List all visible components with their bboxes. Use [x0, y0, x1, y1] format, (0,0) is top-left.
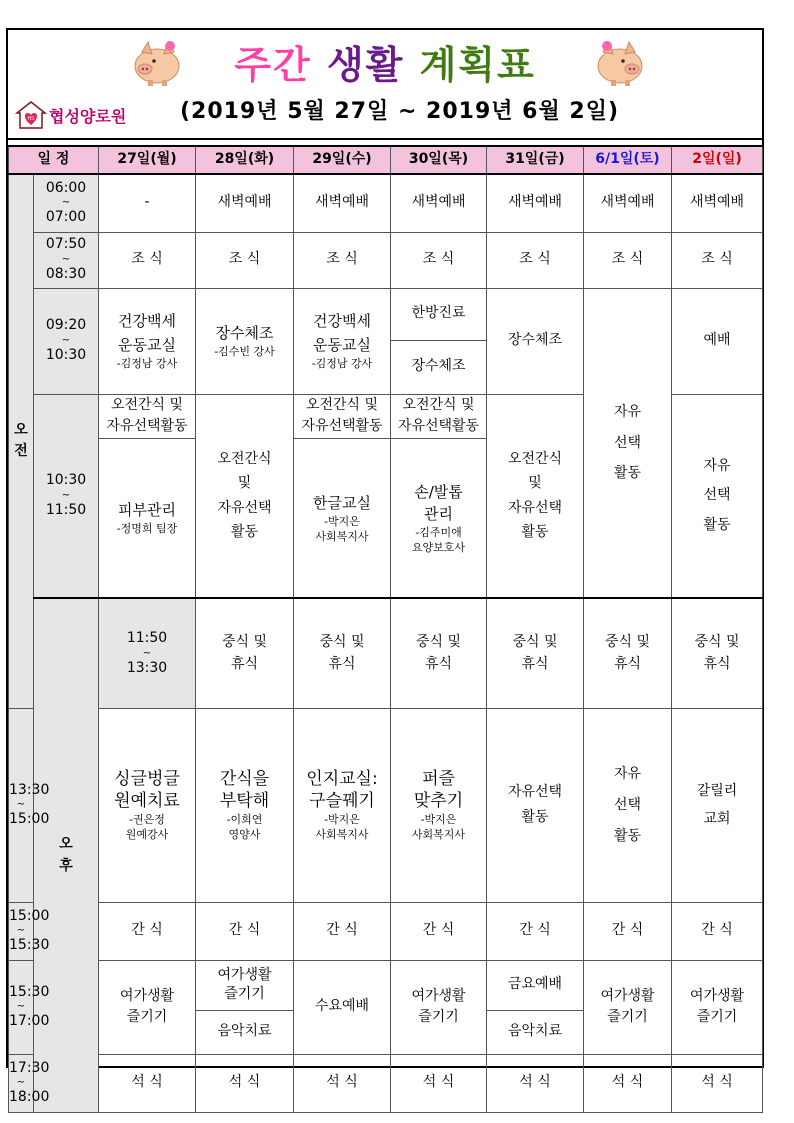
- day-header-fri: 31일(금): [487, 146, 584, 174]
- schedule-period: (2019년 5월 27일 ~ 2019년 6월 2일): [180, 99, 620, 124]
- activity-cell: 석 식: [487, 1054, 584, 1112]
- activity-cell: 중식 및 휴식: [584, 598, 672, 708]
- activity-cell: 손/발톱 관리 -김주미애 요양보호사: [391, 438, 487, 598]
- activity-cell: 간 식: [196, 902, 294, 960]
- activity-cell: 여가생활 즐기기: [672, 960, 763, 1054]
- activity-cell: 퍼즐 맞추기 -박지은 사회복지사: [391, 708, 487, 902]
- title-part-weekly: 주간: [234, 43, 312, 87]
- schedule-row-dinner: [9, 1054, 763, 1112]
- activity-cell: -: [99, 174, 196, 232]
- day-header-sun: 2일(일): [672, 146, 763, 174]
- page-header: [8, 30, 762, 140]
- time-slot: 15:30 ~ 17:00: [9, 960, 34, 1054]
- activity-cell: 간식을 부탁해 -이희연 영양사: [196, 708, 294, 902]
- activity-cell: 여가생활 즐기기: [196, 960, 294, 1010]
- title-part-life: 생활: [326, 43, 405, 87]
- activity-cell: 조 식: [294, 232, 391, 288]
- activity-cell: 석 식: [672, 1054, 763, 1112]
- activity-cell: 간 식: [584, 902, 672, 960]
- activity-cell: 새벽예배: [672, 174, 763, 232]
- activity-cell: 조 식: [99, 232, 196, 288]
- activity-cell: 간 식: [294, 902, 391, 960]
- activity-cell: 조 식: [196, 232, 294, 288]
- logo-badge: HS: [27, 116, 35, 122]
- activity-cell: 석 식: [584, 1054, 672, 1112]
- day-header-wed: 29일(수): [294, 146, 391, 174]
- activity-cell: 여가생활 즐기기: [99, 960, 196, 1054]
- time-slot: 11:50 ~ 13:30: [99, 598, 196, 708]
- activity-cell: 중식 및 휴식: [196, 598, 294, 708]
- activity-cell: 자유 선택 활동: [672, 394, 763, 598]
- activity-cell: 자유선택 활동: [487, 708, 584, 902]
- schedule-column-header: 일 정: [9, 146, 99, 174]
- day-header-row: [9, 146, 763, 174]
- day-header-thu: 30일(목): [391, 146, 487, 174]
- activity-cell: 한글교실 -박지은 사회복지사: [294, 438, 391, 598]
- activity-cell: 자유 선택 활동: [584, 708, 672, 902]
- activity-cell: 인지교실: 구슬꿰기 -박지은 사회복지사: [294, 708, 391, 902]
- activity-cell: 피부관리 -정명희 팀장: [99, 438, 196, 598]
- time-slot: 10:30 ~ 11:50: [34, 394, 99, 598]
- activity-cell: 새벽예배: [294, 174, 391, 232]
- title-part-plan: 계획표: [419, 43, 536, 87]
- activity-cell: 오전간식 및 자유선택 활동: [487, 394, 584, 598]
- activity-cell: 석 식: [391, 1054, 487, 1112]
- activity-cell: 새벽예배: [584, 174, 672, 232]
- activity-cell: 건강백세 운동교실 -김정남 강사: [294, 288, 391, 394]
- activity-cell: 새벽예배: [391, 174, 487, 232]
- activity-cell: 예배: [672, 288, 763, 394]
- activity-cell: 장수체조: [487, 288, 584, 394]
- activity-cell: 중식 및 휴식: [487, 598, 584, 708]
- activity-cell: 오전간식 및 자유선택 활동: [196, 394, 294, 598]
- organization-logo: [16, 100, 126, 130]
- activity-cell: 조 식: [391, 232, 487, 288]
- activity-cell: 음악치료: [487, 1010, 584, 1054]
- schedule-row-breakfast: [9, 232, 763, 288]
- schedule-row-afternoon-program: [9, 708, 763, 902]
- activity-cell: 간 식: [487, 902, 584, 960]
- activity-cell: 오전간식 및 자유선택활동: [391, 394, 487, 438]
- page-title: [8, 34, 762, 89]
- schedule-row-lunch: [9, 598, 763, 708]
- day-header-tue: 28일(화): [196, 146, 294, 174]
- activity-cell: 자유 선택 활동: [584, 288, 672, 598]
- activity-cell: 새벽예배: [487, 174, 584, 232]
- activity-cell: 중식 및 휴식: [672, 598, 763, 708]
- activity-cell: 중식 및 휴식: [294, 598, 391, 708]
- schedule-row-leisure: [9, 960, 763, 1010]
- activity-cell: 조 식: [584, 232, 672, 288]
- afternoon-label: 오 후: [34, 598, 99, 1112]
- activity-cell: 석 식: [294, 1054, 391, 1112]
- house-heart-logo-icon: [16, 101, 46, 129]
- activity-cell: 수요예배: [294, 960, 391, 1054]
- pig-icon: [593, 36, 647, 88]
- activity-cell: 간 식: [99, 902, 196, 960]
- activity-cell: 간 식: [672, 902, 763, 960]
- schedule-row-snack: [9, 902, 763, 960]
- morning-label: 오 전: [9, 174, 34, 708]
- activity-cell: 장수체조: [391, 340, 487, 394]
- day-header-sat: 6/1일(토): [584, 146, 672, 174]
- activity-cell: 금요예배: [487, 960, 584, 1010]
- time-slot: 17:30 ~ 18:00: [9, 1054, 34, 1112]
- activity-cell: 새벽예배: [196, 174, 294, 232]
- activity-cell: 석 식: [99, 1054, 196, 1112]
- activity-cell: 조 식: [487, 232, 584, 288]
- activity-cell: 음악치료: [196, 1010, 294, 1054]
- time-slot: 06:00 ~ 07:00: [34, 174, 99, 232]
- activity-cell: 싱글벙글 원예치료 -권은정 원예강사: [99, 708, 196, 902]
- schedule-row-morning-program: [9, 288, 763, 340]
- activity-cell: 여가생활 즐기기: [584, 960, 672, 1054]
- activity-cell: 한방진료: [391, 288, 487, 340]
- time-slot: 13:30 ~ 15:00: [9, 708, 34, 902]
- activity-cell: 여가생활 즐기기: [391, 960, 487, 1054]
- activity-cell: 간 식: [391, 902, 487, 960]
- time-slot: 15:00 ~ 15:30: [9, 902, 34, 960]
- time-slot: 09:20 ~ 10:30: [34, 288, 99, 394]
- activity-cell: 조 식: [672, 232, 763, 288]
- activity-cell: 중식 및 휴식: [391, 598, 487, 708]
- activity-cell: 갈릴리 교회: [672, 708, 763, 902]
- time-slot: 07:50 ~ 08:30: [34, 232, 99, 288]
- activity-cell: 오전간식 및 자유선택활동: [99, 394, 196, 438]
- weekly-schedule-table: [8, 145, 763, 1113]
- activity-cell: 오전간식 및 자유선택활동: [294, 394, 391, 438]
- organization-name: 협성양로원: [49, 106, 127, 126]
- activity-cell: 석 식: [196, 1054, 294, 1112]
- day-header-mon: 27일(월): [99, 146, 196, 174]
- activity-cell: 장수체조 -김수빈 강사: [196, 288, 294, 394]
- schedule-row-dawn: [9, 174, 763, 232]
- activity-cell: 건강백세 운동교실 -김정남 강사: [99, 288, 196, 394]
